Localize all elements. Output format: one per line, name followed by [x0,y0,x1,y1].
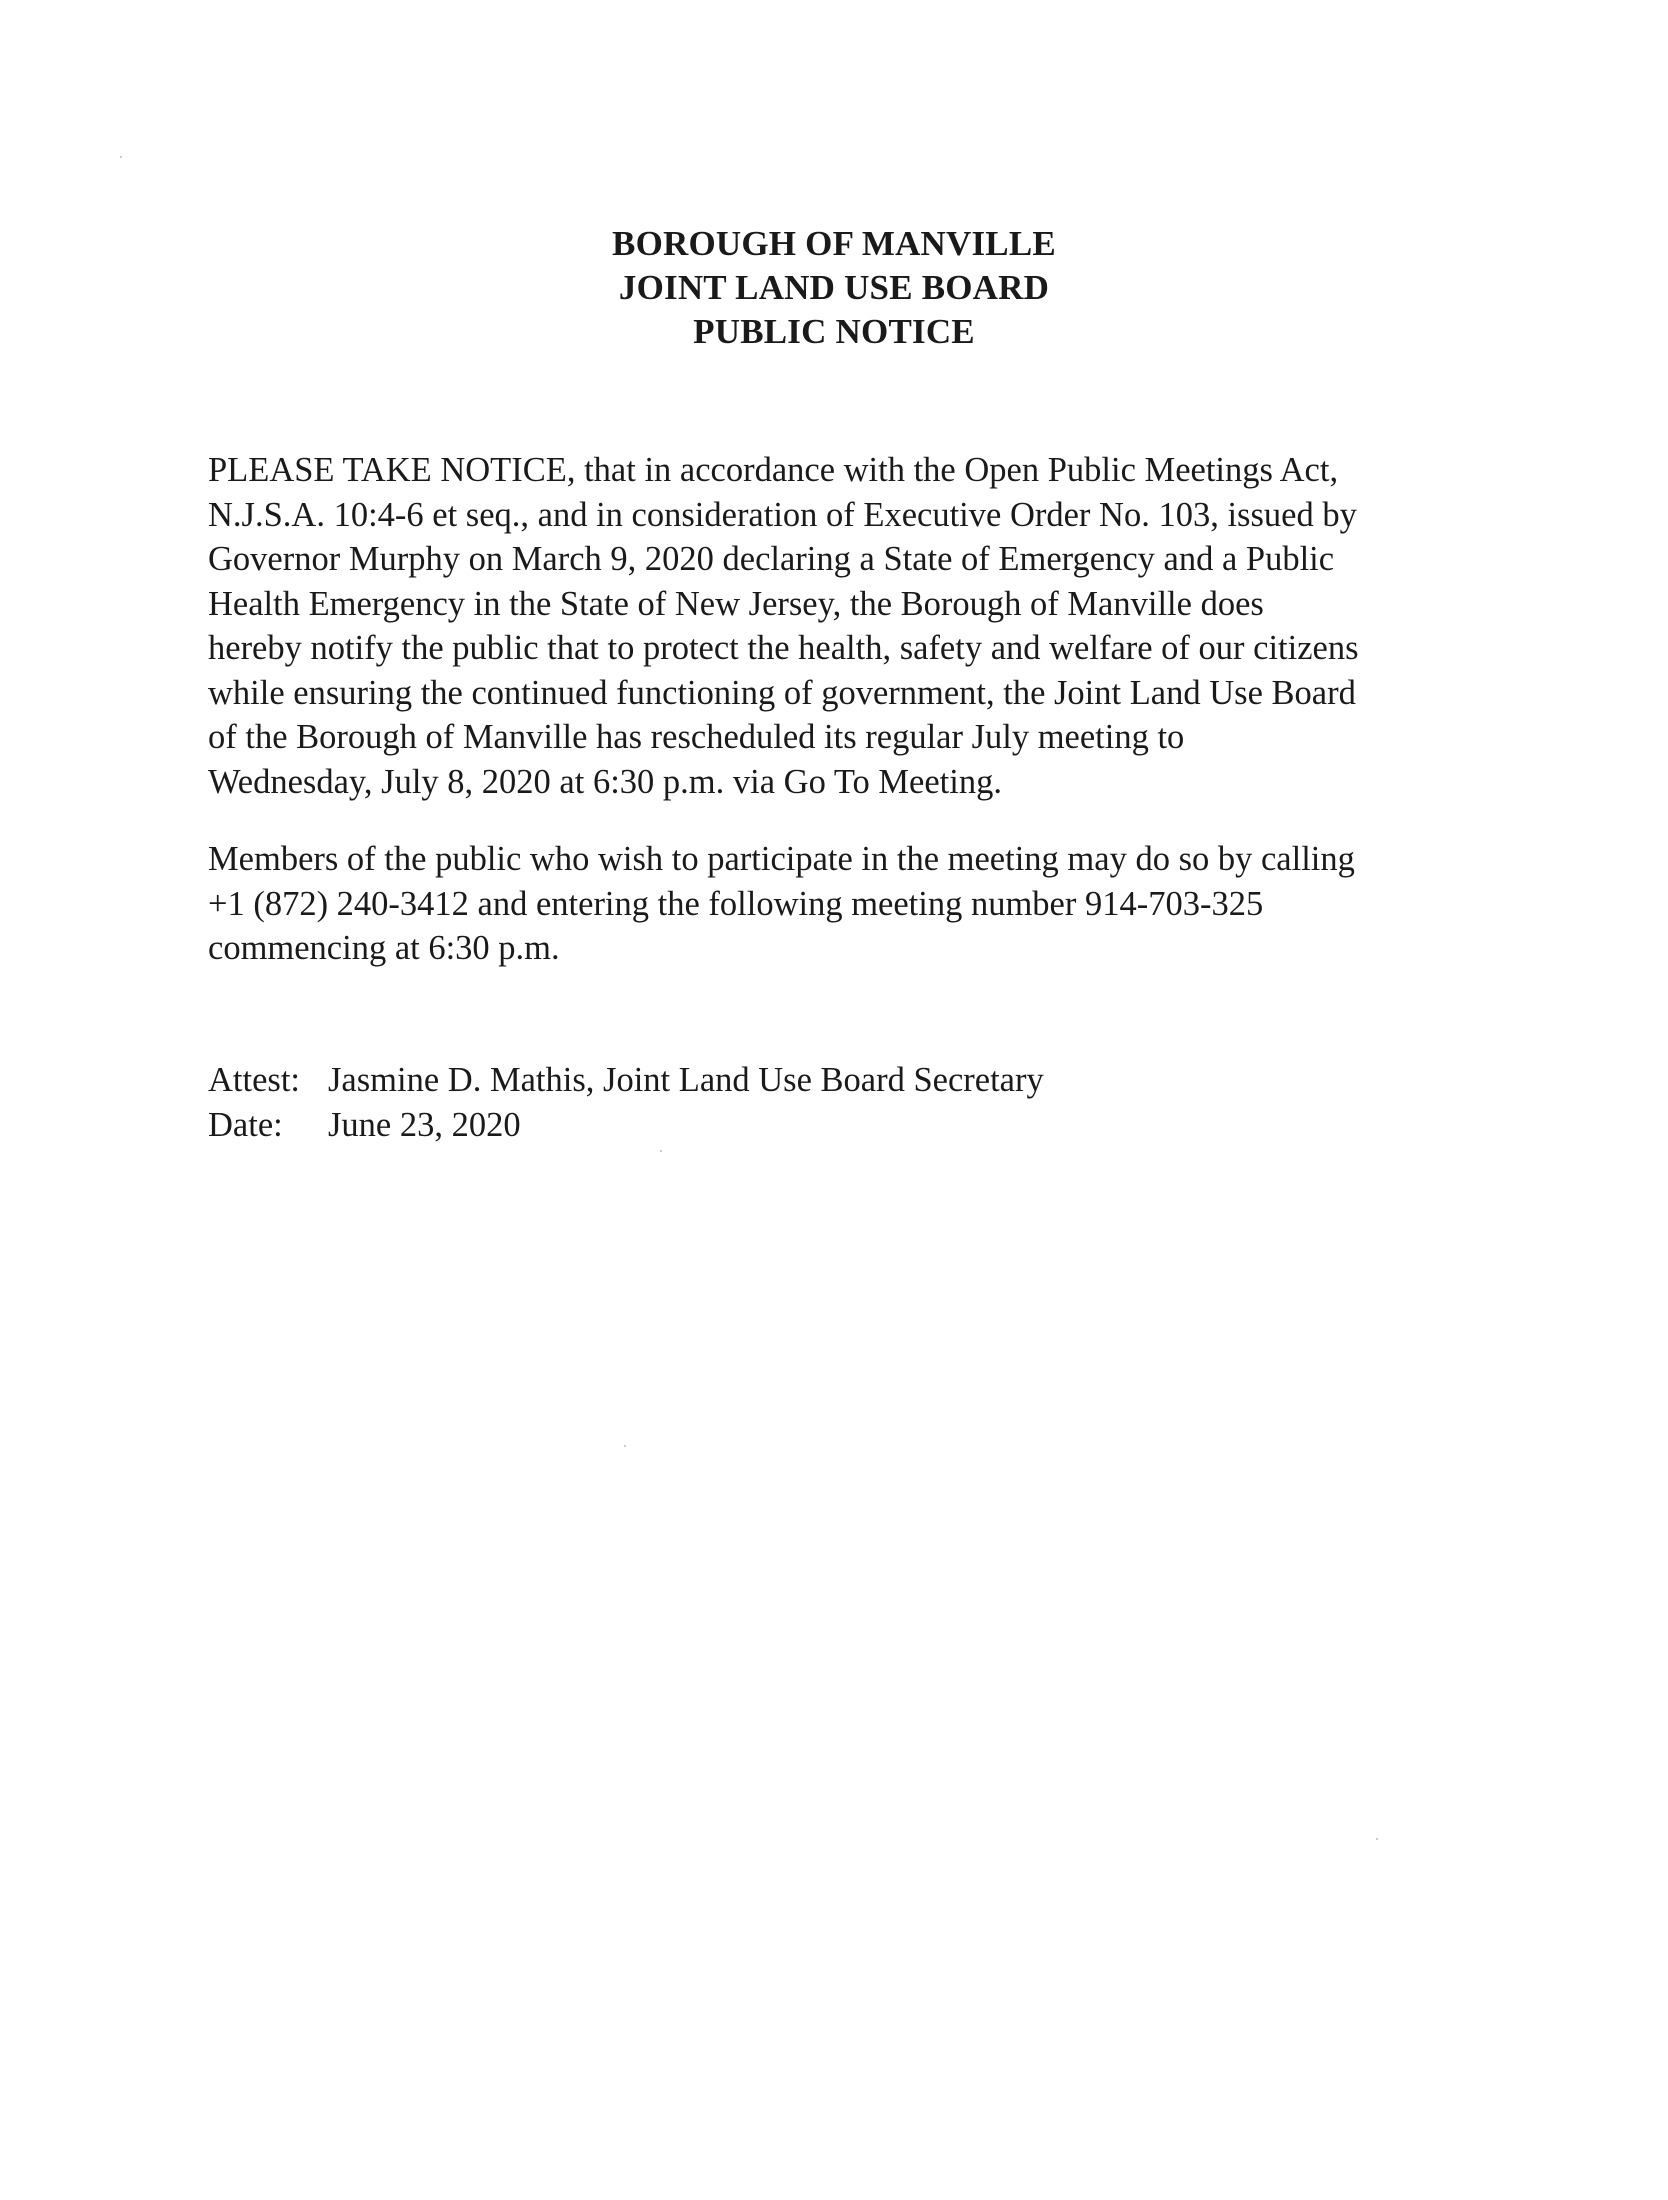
paragraph-line: N.J.S.A. 10:4-6 et seq., and in consideration of Executive Order No. 103, issued by [208,495,1357,534]
attest-row [208,1058,1044,1103]
notice-paragraph-meeting [208,448,1508,804]
header-board: JOINT LAND USE BOARD [618,268,1050,307]
paragraph-line: Health Emergency in the State of New Jersey, the Borough of Manville does [208,584,1264,623]
scan-speck [660,1150,662,1152]
scan-speck [624,1445,626,1447]
notice-header [0,222,1668,354]
paragraph-line: hereby notify the public that to protect the health, safety and welfare of our citizens [208,629,1359,667]
paragraph-line: while ensuring the continued functioning of government, the Joint Land Use Board [208,673,1356,712]
paragraph-line: Wednesday, July 8, 2020 at 6:30 p.m. via Go To Meeting. [208,762,1002,801]
attest-value: Jasmine D. Mathis, Joint Land Use Board Secretary [328,1061,1044,1099]
signature-block [208,1058,1044,1147]
paragraph-line: Governor Murphy on March 9, 2020 declaring a State of Emergency and a Public [208,540,1335,578]
header-borough: BOROUGH OF MANVILLE [612,224,1056,263]
notice-paragraph-participation [208,837,1508,971]
scan-speck [120,156,122,158]
date-value: June 23, 2020 [328,1105,521,1144]
paragraph-line: +1 (872) 240-3412 and entering the following meeting number 914-703-325 [208,884,1264,923]
scan-speck [1376,1838,1378,1840]
paragraph-line: PLEASE TAKE NOTICE, that in accordance with the Open Public Meetings Act, [208,451,1339,489]
date-row [208,1103,1044,1148]
paragraph-line: commencing at 6:30 p.m. [208,929,560,967]
paragraph-line: of the Borough of Manville has rescheduled its regular July meeting to [208,718,1185,756]
header-public-notice: PUBLIC NOTICE [693,312,975,351]
date-label: Date: [208,1105,283,1144]
attest-label: Attest: [208,1061,300,1099]
paragraph-line: Members of the public who wish to participate in the meeting may do so by calling [208,840,1355,878]
